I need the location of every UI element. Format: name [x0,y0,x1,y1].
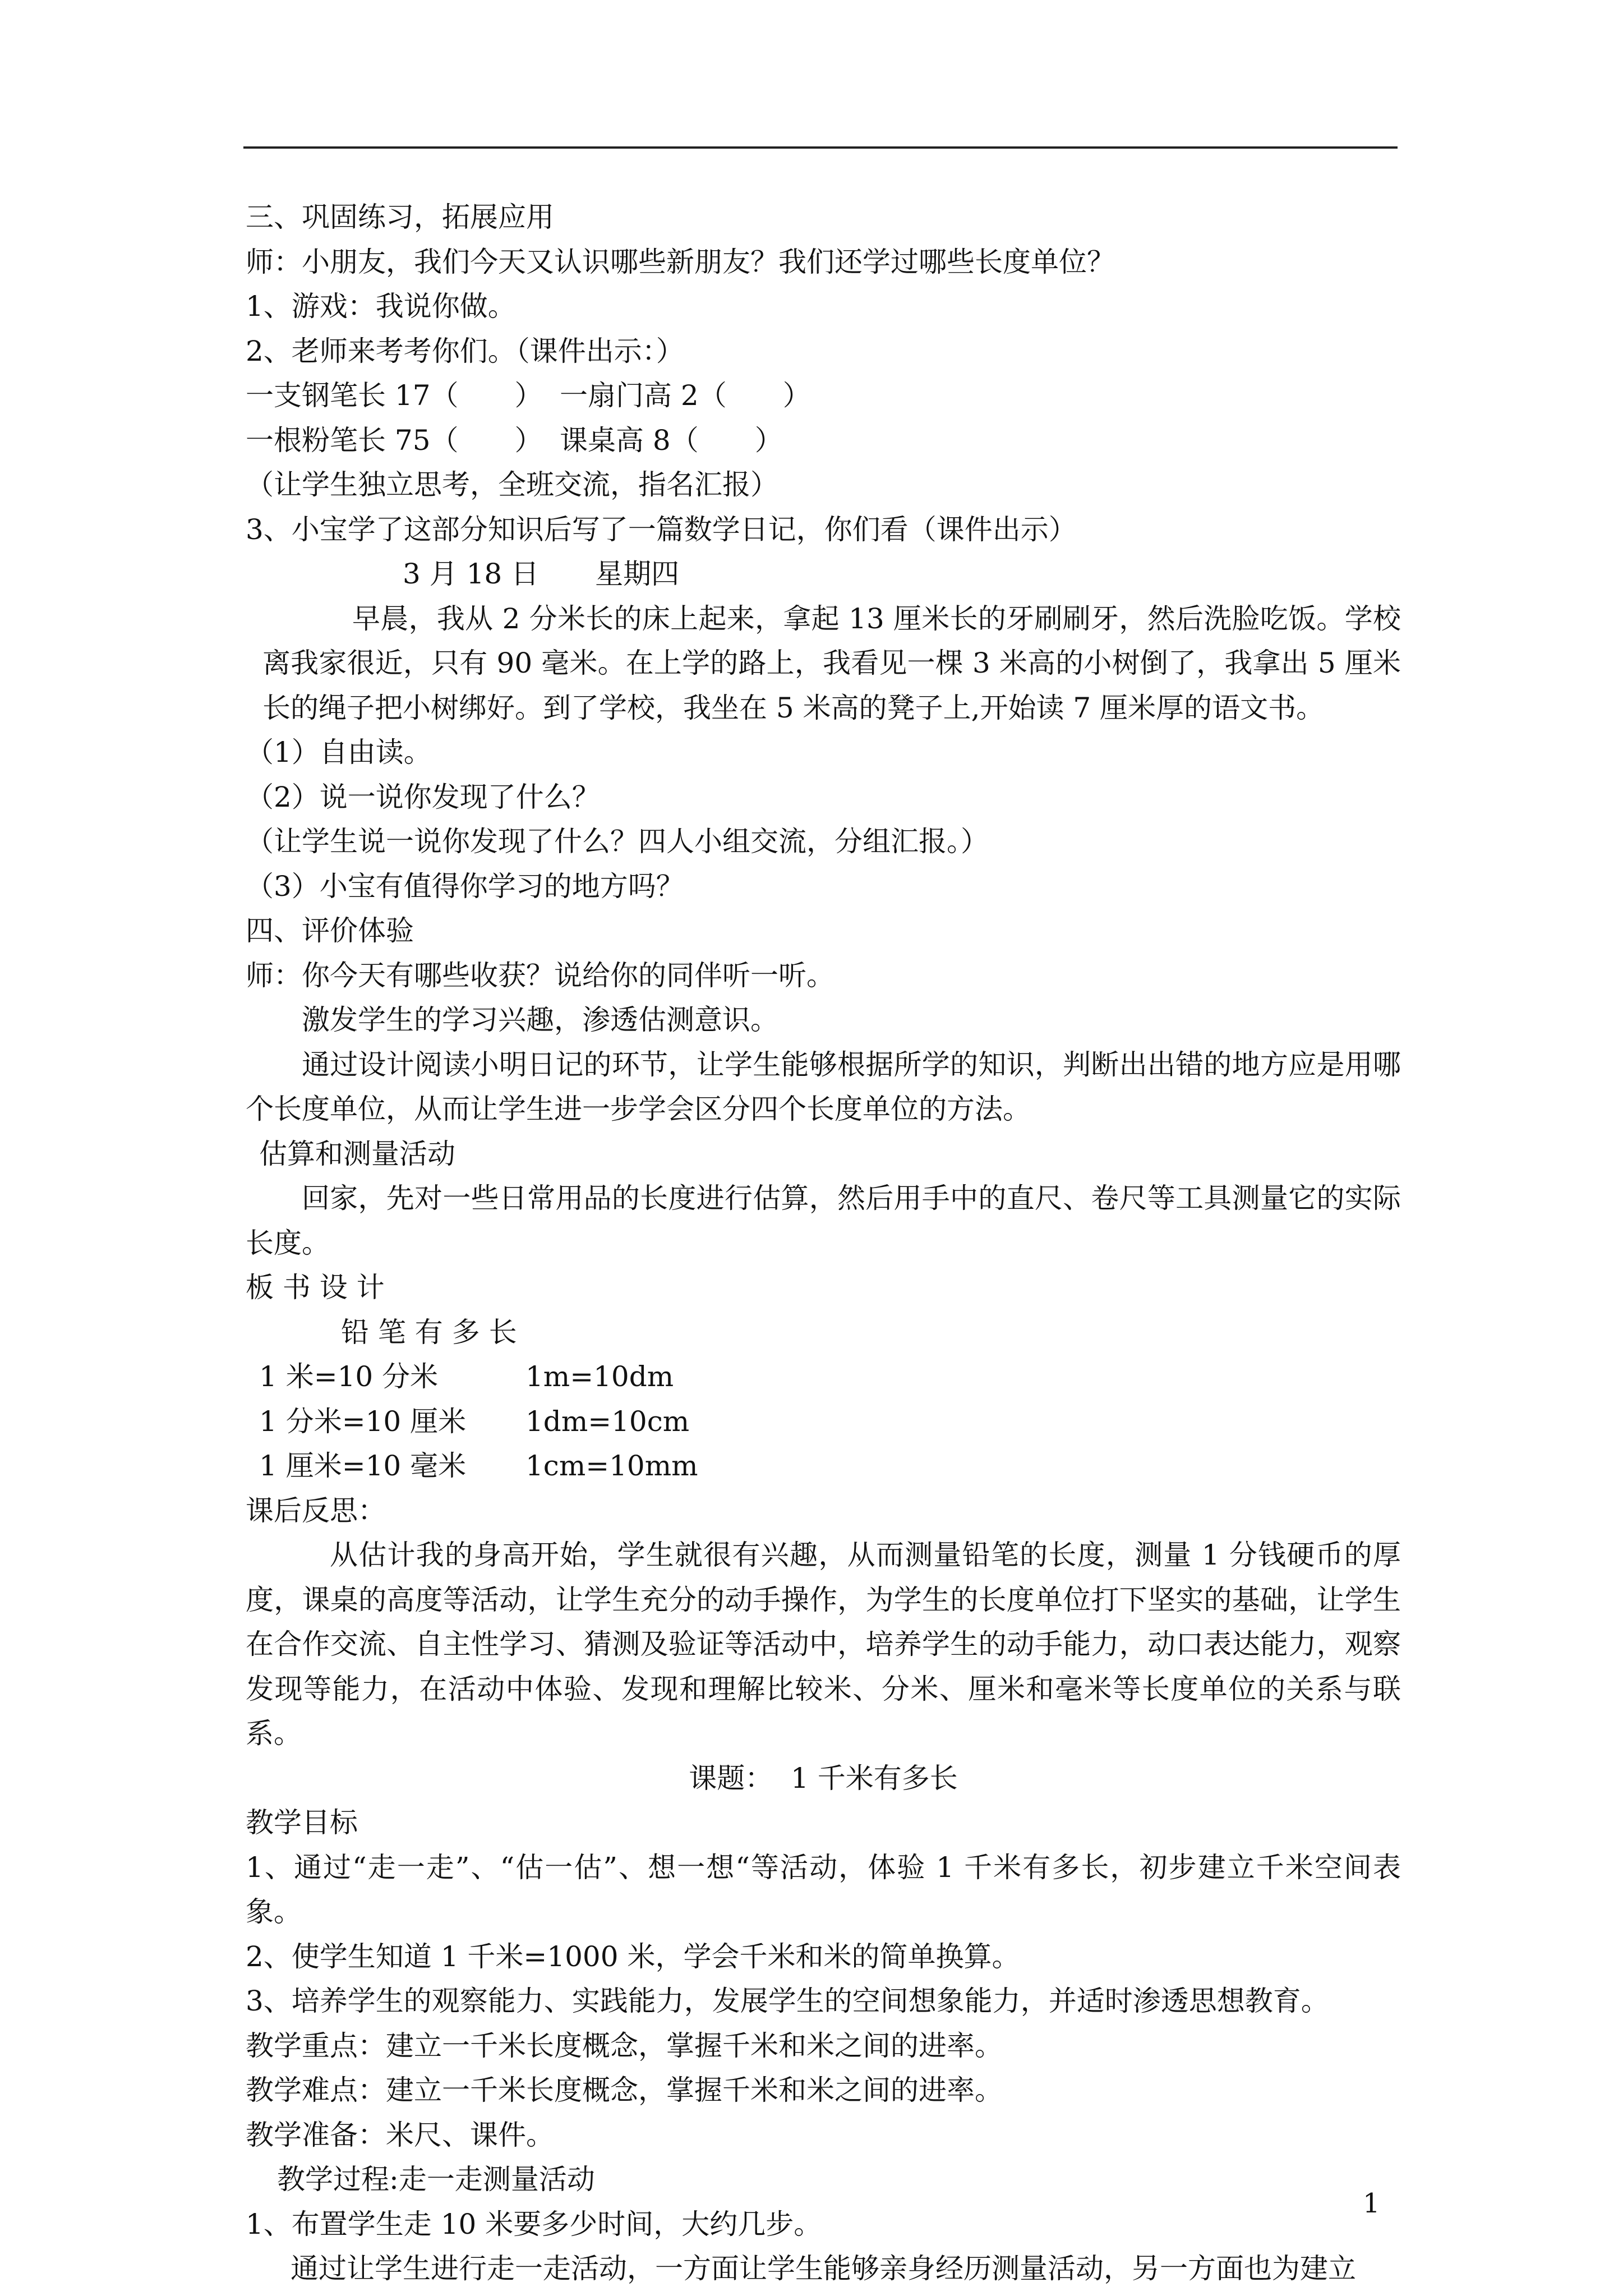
text-line: 师：你今天有哪些收获？说给你的同伴听一听。 [246,959,834,992]
text-line: 3、培养学生的观察能力、实践能力，发展学生的空间想象能力，并适时渗透思想教育。 [246,1985,1329,2017]
paragraph: 通过让学生进行走一走活动，一方面让学生能够亲身经历测量活动，另一方面也为建立 [291,2252,1356,2285]
paragraph: 1、通过“走一走”、“估一估”、想一想“等活动，体验 1 千米有多长，初步建立千米空间表象。 [246,1851,1401,1928]
header-rule [243,146,1398,149]
diary-date: 3 月 18 日 星期四 [403,558,680,590]
question-item: 一支钢笔长 17（ ） [246,379,543,412]
text-line: 1、布置学生走 10 米要多少时间，大约几步。 [246,2207,822,2240]
question-item: 课桌高 8（ ） [560,424,783,457]
board-title: 铅 笔 有 多 长 [341,1315,517,1349]
text-line: 教学难点：建立一千米长度概念，掌握千米和米之间的进率。 [246,2074,1003,2106]
text-line: 教学目标 [246,1806,358,1839]
text-line: （2）说一说你发现了什么？ [246,780,600,813]
text-line: 教学重点：建立一千米长度概念，掌握千米和米之间的进率。 [246,2029,1003,2062]
equation-row [246,1400,1401,1444]
equation-cn: 1 分米=10 厘米 [259,1405,467,1438]
text-line: 1、游戏：我说你做。 [246,290,516,323]
paragraph: 从估计我的身高开始，学生就很有兴趣，从而测量铅笔的长度，测量 1 分钱硬币的厚度，课桌的高度等活动，让学生充分的动手操作，为学生的长度单位打下坚实的基础，让学生在合作交流、自主性学习、猜测及验证等活动中，培养学生的动手能力，动口表达能力，观察发现等能力，在活动中体验、发现和理解比较米、分米、厘米和毫米等长度单位的关系与联系。 [246,1539,1401,1750]
paragraph: 通过设计阅读小明日记的环节，让学生能够根据所学的知识，判断出出错的地方应是用哪个长度单位，从而让学生进一步学会区分四个长度单位的方法。 [246,1048,1401,1125]
question-row [246,418,1401,463]
text-line: 3、小宝学了这部分知识后写了一篇数学日记，你们看（课件出示） [246,513,1077,546]
lesson-title: 课题： 1 千米有多长 [689,1761,958,1795]
text-line: 2、老师来考考你们。（课件出示：） [246,334,684,367]
text-line: 估算和测量活动 [259,1137,455,1170]
text-line: （让学生说一说你发现了什么？四人小组交流，分组汇报。） [246,825,989,858]
document-body [246,195,1401,2292]
equation-cn: 1 米=10 分米 [259,1360,439,1393]
text-line: 师：小朋友，我们今天又认识哪些新朋友？我们还学过哪些长度单位？ [246,245,1115,278]
equation-en: 1m=10dm [525,1360,674,1393]
equation-cn: 1 厘米=10 毫米 [259,1450,467,1482]
section-heading: 四、评价体验 [246,914,414,947]
question-item: 一根粉笔长 75（ ） [246,424,543,457]
text-line: （3）小宝有值得你学习的地方吗？ [246,869,684,903]
section-heading: 三、巩固练习，拓展应用 [246,201,554,233]
text-line: 课后反思： [246,1494,386,1527]
board-heading: 板 书 设 计 [246,1271,385,1304]
paragraph: 回家，先对一些日常用品的长度进行估算，然后用手中的直尺、卷尺等工具测量它的实际长度。 [246,1182,1401,1259]
question-item: 一扇门高 2（ ） [560,379,811,412]
diary-paragraph: 早晨，我从 2 分米长的床上起来，拿起 13 厘米长的牙刷刷牙，然后洗脸吃饭。学校离我家很近，只有 90 毫米。在上学的路上，我看见一棵 3 米高的小树倒了，我拿出 5 厘米长的绳子把小树绑好。到了学校，我坐在 5 米高的凳子上,开始读 7 厘米厚的语文书。 [262,602,1401,724]
equation-row [246,1444,1401,1489]
text-line: （让学生独立思考，全班交流，指名汇报） [246,468,778,501]
question-row [246,374,1401,418]
equation-en: 1dm=10cm [525,1405,690,1438]
text-line: 激发学生的学习兴趣，渗透估测意识。 [302,1004,778,1036]
text-line: （1）自由读。 [246,736,432,769]
text-line: 2、使学生知道 1 千米=1000 米，学会千米和米的简单换算。 [246,1940,1020,1973]
equation-en: 1cm=10mm [525,1450,698,1482]
page-number: 1 [1363,2188,1380,2219]
equation-row [246,1355,1401,1400]
text-line: 教学过程:走一走测量活动 [277,2163,595,2196]
text-line: 教学准备：米尺、课件。 [246,2118,554,2151]
